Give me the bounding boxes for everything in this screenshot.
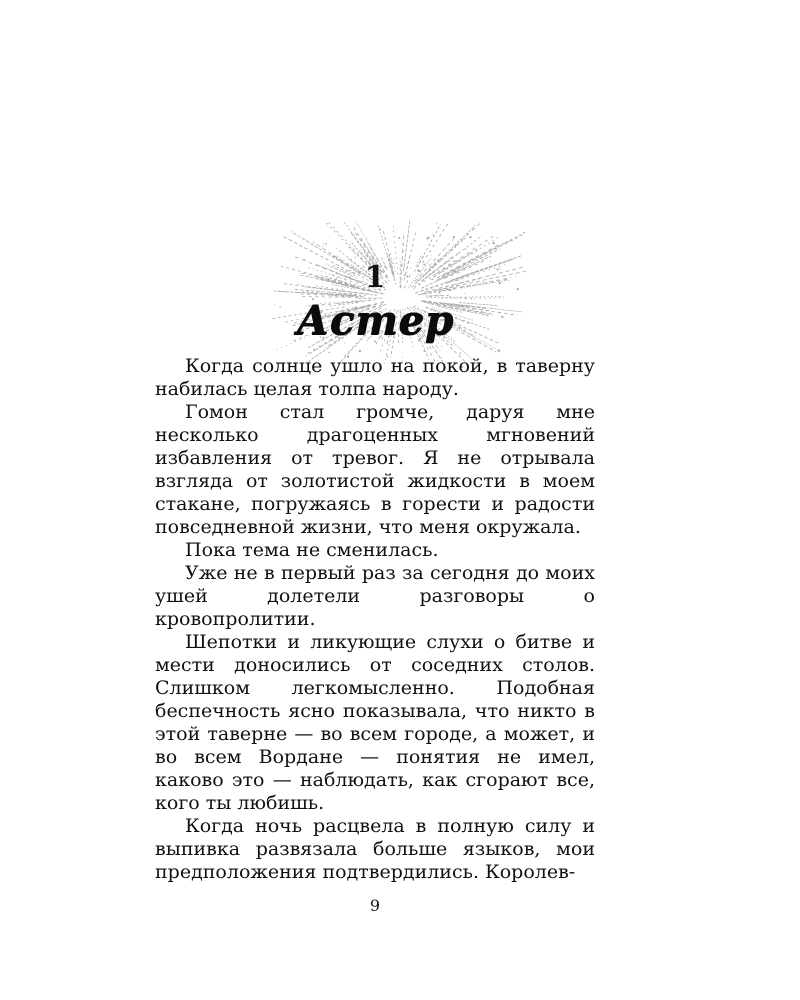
splash-dot — [469, 236, 471, 238]
splash-dot — [427, 237, 429, 239]
splash-dot — [398, 237, 400, 239]
splash-dot — [325, 243, 327, 245]
chapter-header — [0, 220, 800, 360]
splash-dot — [445, 247, 446, 248]
chapter-title: Астер — [296, 297, 454, 344]
splash-dot — [328, 352, 330, 354]
splash-dot — [322, 246, 323, 247]
splash-dot — [433, 235, 434, 236]
splash-dot — [367, 238, 368, 239]
paragraph: Шепотки и ликующие слухи о битве и мести доносились от соседних столов. Слишком легкомысленно. Подобная беспечность ясно показывала, что никто в этой таверне — во всем городе, а может, и во всем Вордане — понятия не имел, каково это — наблюдать, как сгорают все, кого ты любишь. — [155, 631, 595, 814]
splash-dot — [492, 242, 494, 244]
page-number: 9 — [369, 896, 381, 915]
splash-dot — [437, 223, 438, 224]
splash-dot — [359, 350, 361, 352]
splash-dot — [460, 353, 462, 355]
splash-dot — [380, 229, 381, 230]
splash-dot — [432, 234, 433, 235]
splash-dot — [427, 255, 428, 256]
splash-dot — [337, 256, 338, 257]
splash-dot — [431, 255, 432, 256]
paragraph: Пока тема не сменилась. — [185, 539, 439, 561]
splash-dot — [454, 246, 456, 248]
splash-dot — [498, 350, 500, 352]
paragraph: Когда солнце ушло на покой, в таверну набилась целая толпа народу. — [155, 355, 595, 400]
chapter-number: 1 — [364, 260, 386, 295]
splash-dot — [355, 257, 356, 258]
splash-dot — [424, 350, 426, 352]
paragraph: Когда ночь расцвела в полную силу и выпивка развязала больше языков, мои предположения подтвердились. Королев- — [155, 815, 595, 883]
splash-dot — [465, 248, 466, 249]
paragraph: Уже не в первый раз за сегодня до моих ушей долетели разговоры о кровопролитии. — [155, 562, 595, 630]
splash-dot — [323, 243, 324, 244]
splash-dot — [453, 236, 455, 238]
chapter-body — [155, 355, 595, 884]
splash-dot — [333, 255, 335, 257]
splash-dot — [355, 226, 356, 227]
paragraph: Гомон стал громче, даруя мне несколько драгоценных мгновений избавления от тревог. Я не отрывала взгляда от золотистой жидкости в моем стакане, погружаясь в горести и радости повседневной жизни, что меня окружала. — [155, 401, 595, 538]
